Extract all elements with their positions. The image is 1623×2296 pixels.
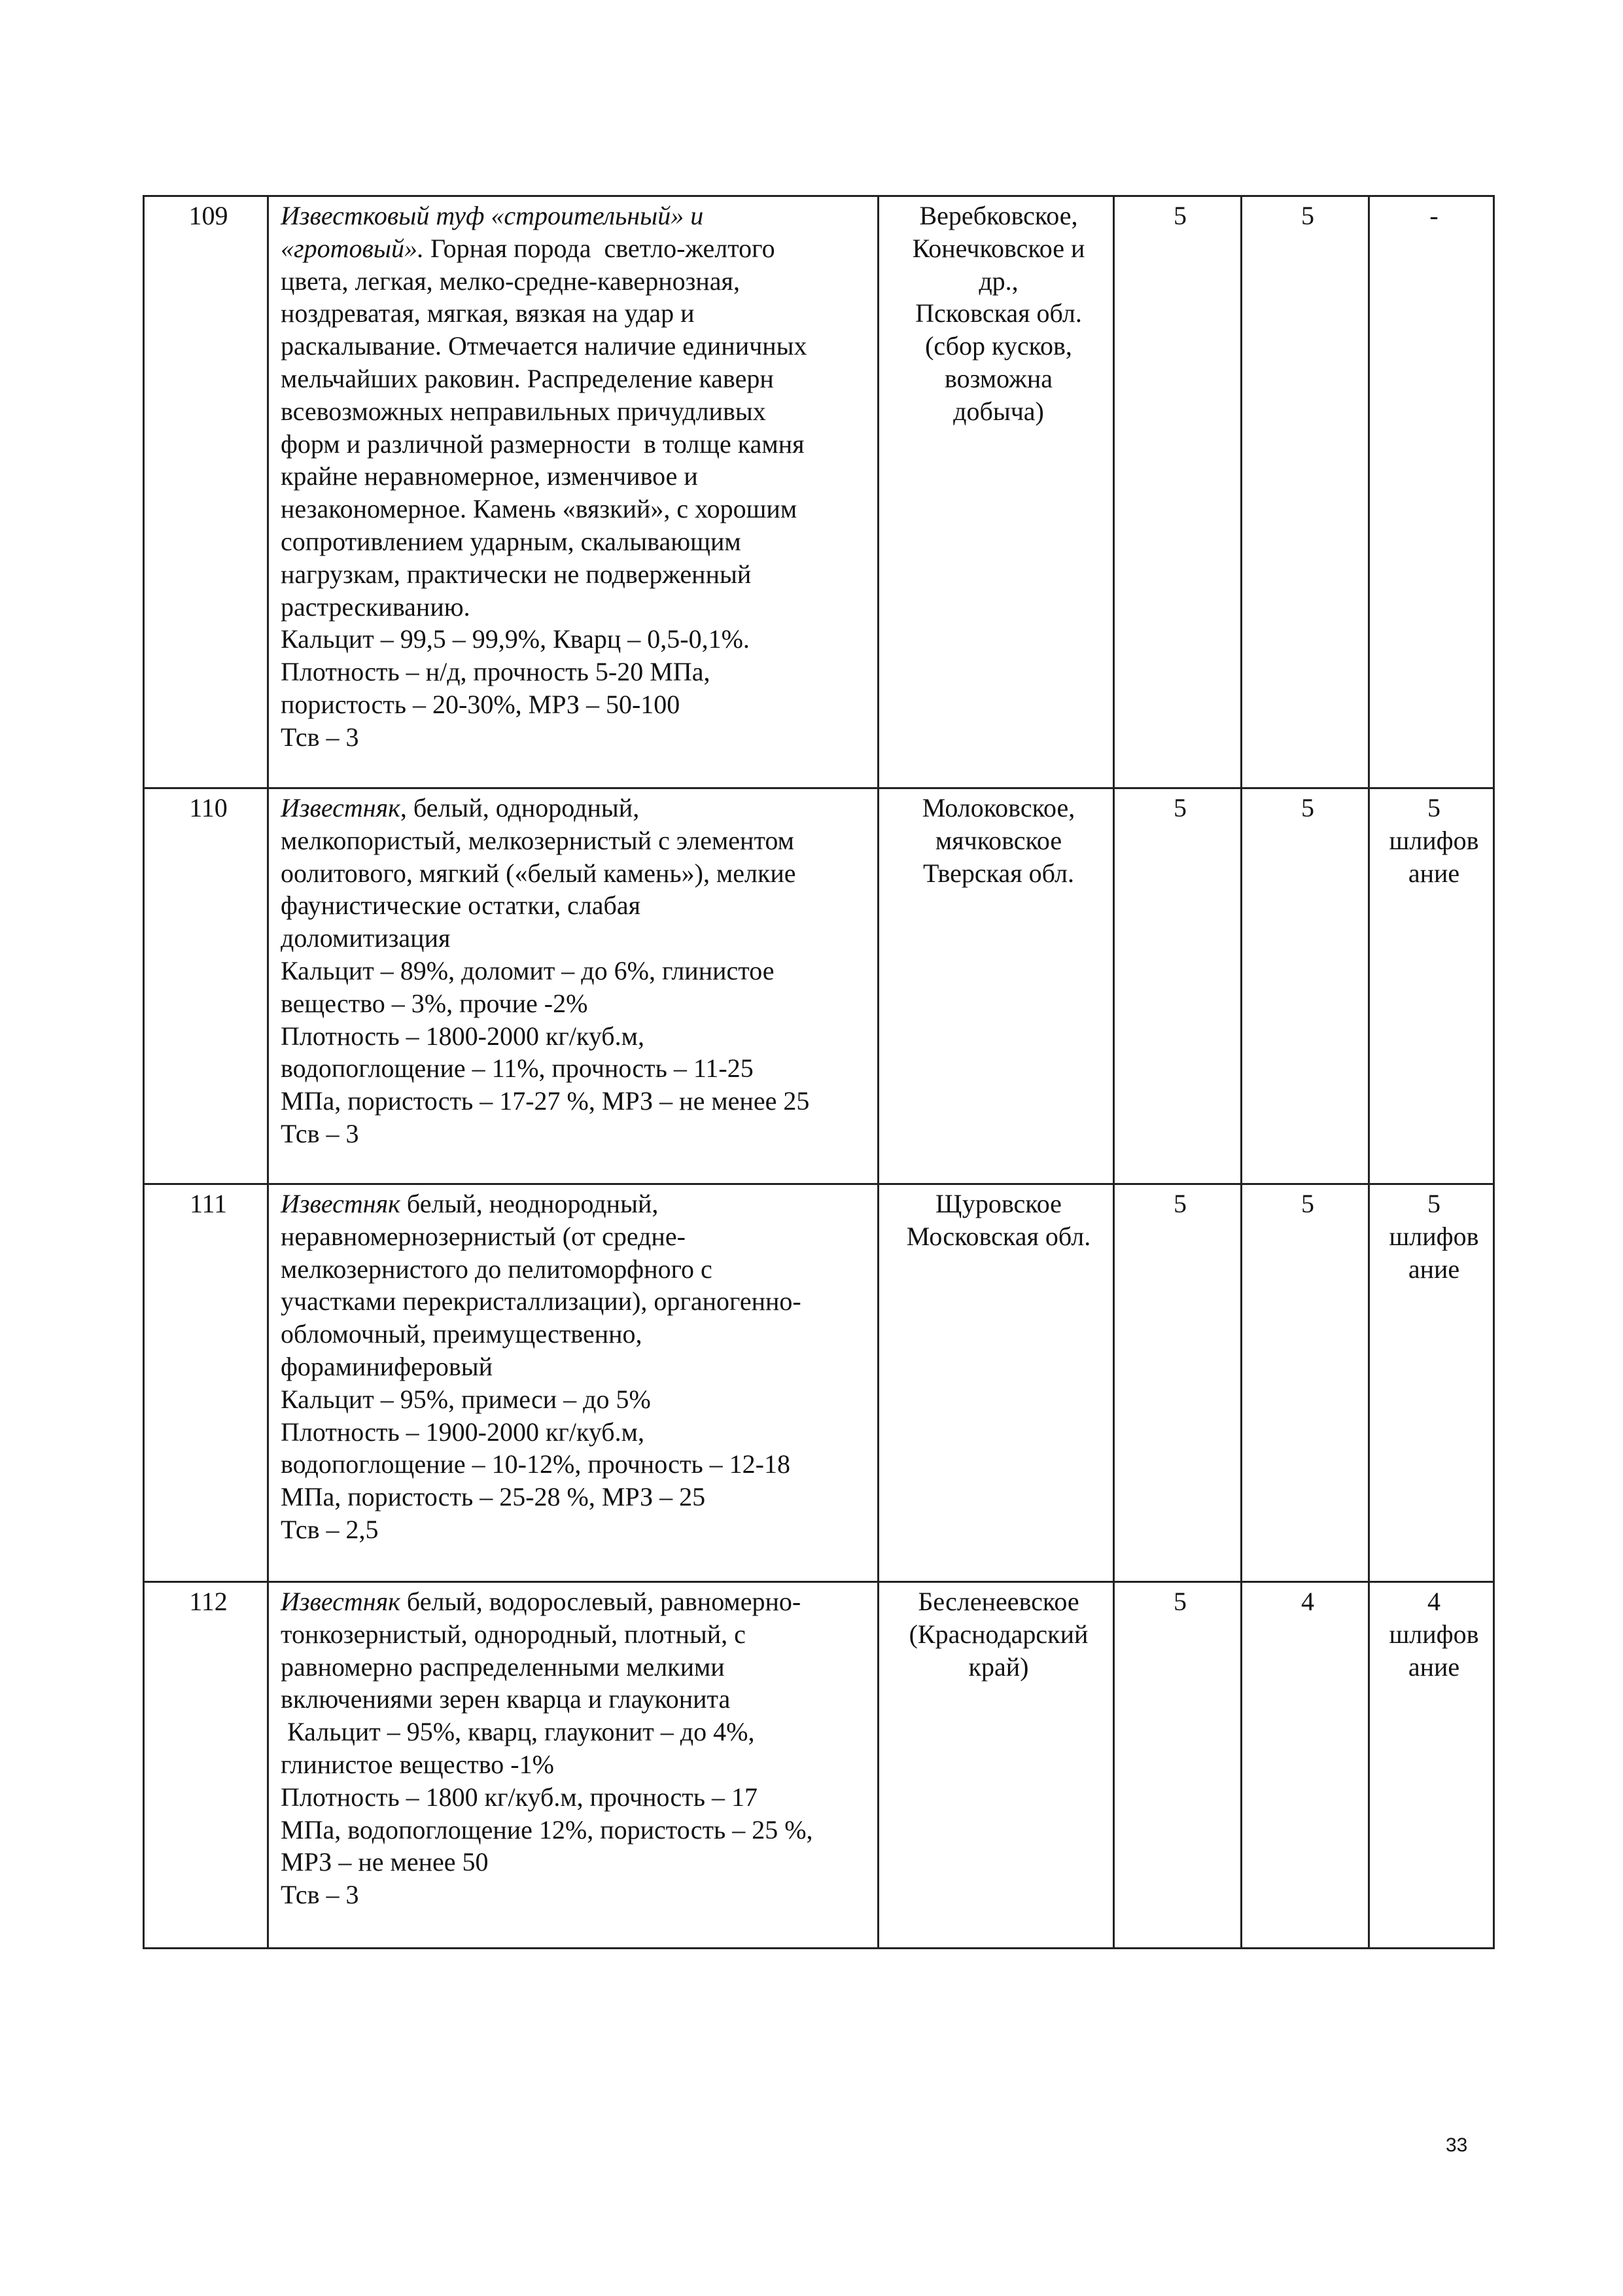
deposit-location-line: Бесленеевское: [918, 1587, 1079, 1616]
stone-name: «гротовый».: [281, 233, 424, 263]
description-line: [281, 1814, 871, 1846]
deposit-location-line: край): [968, 1651, 1029, 1682]
score-cell-2: [1242, 196, 1369, 788]
description-line: [281, 1220, 871, 1253]
deposit-location-line: Тверская обл.: [923, 858, 1074, 888]
description-text: цвета, легкая, мелко-средне-кавернозная,: [281, 266, 740, 296]
description-line: [281, 1118, 871, 1150]
description-text: растрескиванию.: [281, 592, 470, 622]
score-cell-1: [1114, 788, 1242, 1184]
description-line: [281, 1351, 871, 1383]
row-number-cell: [144, 1184, 268, 1582]
deposit-location-line: Веребковское,: [919, 201, 1078, 230]
deposit-location-line: Конечковское и: [912, 233, 1085, 263]
description-line: [281, 493, 871, 525]
score-cell-1: [1114, 1582, 1242, 1949]
row-number: 112: [189, 1587, 228, 1616]
description-line: [281, 1448, 871, 1481]
description-text: глинистое вещество -1%: [281, 1749, 554, 1779]
deposit-location-line: Щуровское: [935, 1189, 1062, 1218]
description-line: [281, 1513, 871, 1546]
score-cell-3: [1369, 1184, 1494, 1582]
description-text: Плотность – н/д, прочность 5-20 МПа,: [281, 657, 710, 687]
description-text: форм и различной размерности в толще камня: [281, 429, 805, 459]
description-text: оолитового, мягкий («белый камень»), мелкие: [281, 858, 796, 888]
score-value-line: ание: [1408, 1651, 1460, 1682]
description-line: [281, 987, 871, 1020]
description-text: белый, водорослевый, равномерно-: [400, 1587, 801, 1616]
stone-name: Известняк: [281, 1587, 400, 1616]
score-value-line: шлифов: [1389, 825, 1479, 855]
deposit-location-line: (сбор кусков,: [925, 331, 1072, 361]
deposit-location-line: Московская обл.: [906, 1221, 1091, 1251]
score-value: 5: [1301, 1189, 1314, 1218]
table-row: [144, 788, 1494, 1184]
description-text: Кальцит – 89%, доломит – до 6%, глинистое: [281, 955, 775, 985]
score-cell-1: [1114, 1184, 1242, 1582]
description-line: [281, 232, 871, 265]
deposit-location-line: добыча): [953, 396, 1044, 426]
description-line: [281, 1416, 871, 1449]
description-text: Тсв – 2,5: [281, 1514, 379, 1544]
score-value: 5: [1174, 1189, 1187, 1218]
description-text: крайне неравномерное, изменчивое и: [281, 461, 698, 491]
description-text: Плотность – 1900-2000 кг/куб.м,: [281, 1417, 644, 1447]
description-text: Кальцит – 99,5 – 99,9%, Кварц – 0,5-0,1%.: [281, 624, 750, 654]
description-line: [281, 1188, 871, 1220]
description-line: [281, 1085, 871, 1118]
stone-name: Известняк: [281, 793, 400, 822]
score-value-line: 5: [1427, 1189, 1440, 1218]
description-line: [281, 1383, 871, 1416]
description-line: [281, 1846, 871, 1879]
description-text: вещество – 3%, прочие -2%: [281, 988, 588, 1018]
score-value: 5: [1174, 793, 1187, 822]
description-text: сопротивлением ударным, скалывающим: [281, 526, 741, 556]
score-cell-3: [1369, 196, 1494, 788]
row-number-cell: [144, 1582, 268, 1949]
score-value: 5: [1301, 793, 1314, 822]
description-line: [281, 1716, 871, 1748]
score-value: 5: [1174, 201, 1187, 230]
description-text: мелкопористый, мелкозернистый с элементом: [281, 825, 794, 855]
row-number: 111: [189, 1189, 228, 1218]
table-row: [144, 1184, 1494, 1582]
stone-name: Известковый туф «строительный» и: [281, 201, 704, 230]
score-cell-3: [1369, 788, 1494, 1184]
deposit-location-line: Псковская обл.: [915, 298, 1082, 328]
description-line: [281, 1651, 871, 1684]
description-line: [281, 1253, 871, 1286]
stone-description-cell: [268, 1184, 879, 1582]
deposit-location-cell: [879, 196, 1114, 788]
description-text: раскалывание. Отмечается наличие единичных: [281, 331, 807, 361]
description-text: нагрузкам, практически не подверженный: [281, 559, 752, 589]
description-line: [281, 1748, 871, 1781]
description-text: белый, неоднородный,: [400, 1189, 659, 1218]
description-line: [281, 1683, 871, 1716]
description-line: [281, 792, 871, 824]
description-line: [281, 460, 871, 493]
deposit-location-cell: [879, 1184, 1114, 1582]
description-text: МРЗ – не менее 50: [281, 1847, 489, 1877]
page-number: 33: [1446, 2134, 1468, 2156]
stone-catalog-table: [143, 195, 1495, 1949]
description-text: равномерно распределенными мелкими: [281, 1651, 725, 1682]
description-line: [281, 1618, 871, 1651]
description-line: [281, 1781, 871, 1814]
description-text: фораминиферовый: [281, 1351, 493, 1381]
score-value: 5: [1174, 1587, 1187, 1616]
description-line: [281, 265, 871, 298]
description-text: тонкозернистый, однородный, плотный, с: [281, 1619, 746, 1649]
score-value-line: ание: [1408, 858, 1460, 888]
description-text: незакономерное. Камень «вязкий», с хорошим: [281, 494, 797, 524]
score-value-line: 5: [1427, 793, 1440, 822]
description-text: неравномернозернистый (от средне-: [281, 1221, 686, 1251]
score-value-line: ание: [1408, 1254, 1460, 1284]
score-cell-2: [1242, 788, 1369, 1184]
description-line: [281, 395, 871, 428]
score-cell-3: [1369, 1582, 1494, 1949]
stone-description-cell: [268, 196, 879, 788]
description-line: [281, 1020, 871, 1053]
score-value-line: шлифов: [1389, 1619, 1479, 1649]
description-line: [281, 955, 871, 987]
description-text: мельчайших раковин. Распределение каверн: [281, 363, 774, 393]
description-text: , белый, однородный,: [400, 793, 640, 822]
description-text: МПа, пористость – 25-28 %, МРЗ – 25: [281, 1482, 706, 1512]
stone-description-cell: [268, 1582, 879, 1949]
deposit-location-line: Молоковское,: [922, 793, 1075, 822]
description-line: [281, 721, 871, 754]
table-row: [144, 196, 1494, 788]
description-line: [281, 200, 871, 232]
description-text: Тсв – 3: [281, 1118, 359, 1148]
description-text: Горная порода светло-желтого: [423, 233, 775, 263]
score-value: 4: [1301, 1587, 1314, 1616]
description-text: участками перекристаллизации), органогенно-: [281, 1286, 801, 1316]
deposit-location-line: (Краснодарский: [909, 1619, 1089, 1649]
description-text: Плотность – 1800-2000 кг/куб.м,: [281, 1021, 644, 1051]
description-line: [281, 922, 871, 955]
stone-name: Известняк: [281, 1189, 400, 1218]
description-line: [281, 362, 871, 395]
description-text: обломочный, преимущественно,: [281, 1319, 642, 1349]
description-text: мелкозернистого до пелитоморфного с: [281, 1254, 712, 1284]
table-body: [144, 196, 1494, 1949]
row-number: 109: [188, 201, 228, 230]
description-line: [281, 1052, 871, 1085]
description-line: [281, 1585, 871, 1618]
description-line: [281, 889, 871, 922]
score-value-line: -: [1429, 201, 1439, 230]
description-line: [281, 857, 871, 890]
deposit-location-line: возможна: [945, 363, 1053, 393]
description-text: Тсв – 3: [281, 1880, 359, 1910]
table-row: [144, 1582, 1494, 1949]
description-line: [281, 1318, 871, 1351]
description-line: [281, 525, 871, 558]
description-line: [281, 688, 871, 721]
deposit-location-cell: [879, 1582, 1114, 1949]
description-text: Плотность – 1800 кг/куб.м, прочность – 17: [281, 1782, 758, 1812]
description-text: водопоглощение – 10-12%, прочность – 12-18: [281, 1449, 791, 1479]
description-text: фаунистические остатки, слабая: [281, 891, 641, 921]
description-line: [281, 330, 871, 362]
description-line: [281, 1481, 871, 1513]
description-text: Кальцит – 95%, примеси – до 5%: [281, 1384, 651, 1414]
description-line: [281, 428, 871, 461]
description-text: всевозможных неправильных причудливых: [281, 396, 766, 426]
score-value-line: шлифов: [1389, 1221, 1479, 1251]
description-line: [281, 1285, 871, 1318]
score-cell-1: [1114, 196, 1242, 788]
description-text: МПа, пористость – 17-27 %, МРЗ – не менее 25: [281, 1086, 810, 1116]
row-number: 110: [189, 793, 228, 822]
description-text: МПа, водопоглощение 12%, пористость – 25 %,: [281, 1814, 813, 1845]
description-line: [281, 297, 871, 330]
deposit-location-line: мячковское: [935, 825, 1062, 855]
score-value-line: 4: [1427, 1587, 1440, 1616]
stone-description-cell: [268, 788, 879, 1184]
description-line: [281, 824, 871, 857]
description-text: ноздреватая, мягкая, вязкая на удар и: [281, 298, 695, 328]
description-line: [281, 1879, 871, 1911]
description-text: водопоглощение – 11%, прочность – 11-25: [281, 1053, 754, 1084]
description-line: [281, 656, 871, 688]
deposit-location-line: др.,: [979, 266, 1019, 296]
description-text: пористость – 20-30%, МРЗ – 50-100: [281, 689, 680, 719]
description-line: [281, 623, 871, 656]
description-text: Кальцит – 95%, кварц, глауконит – до 4%,: [281, 1717, 755, 1747]
deposit-location-cell: [879, 788, 1114, 1184]
description-text: Тсв – 3: [281, 722, 359, 752]
row-number-cell: [144, 788, 268, 1184]
description-line: [281, 591, 871, 624]
description-text: доломитизация: [281, 923, 451, 953]
row-number-cell: [144, 196, 268, 788]
score-cell-2: [1242, 1582, 1369, 1949]
score-cell-2: [1242, 1184, 1369, 1582]
score-value: 5: [1301, 201, 1314, 230]
description-text: включениями зерен кварца и глауконита: [281, 1684, 731, 1714]
description-line: [281, 558, 871, 591]
